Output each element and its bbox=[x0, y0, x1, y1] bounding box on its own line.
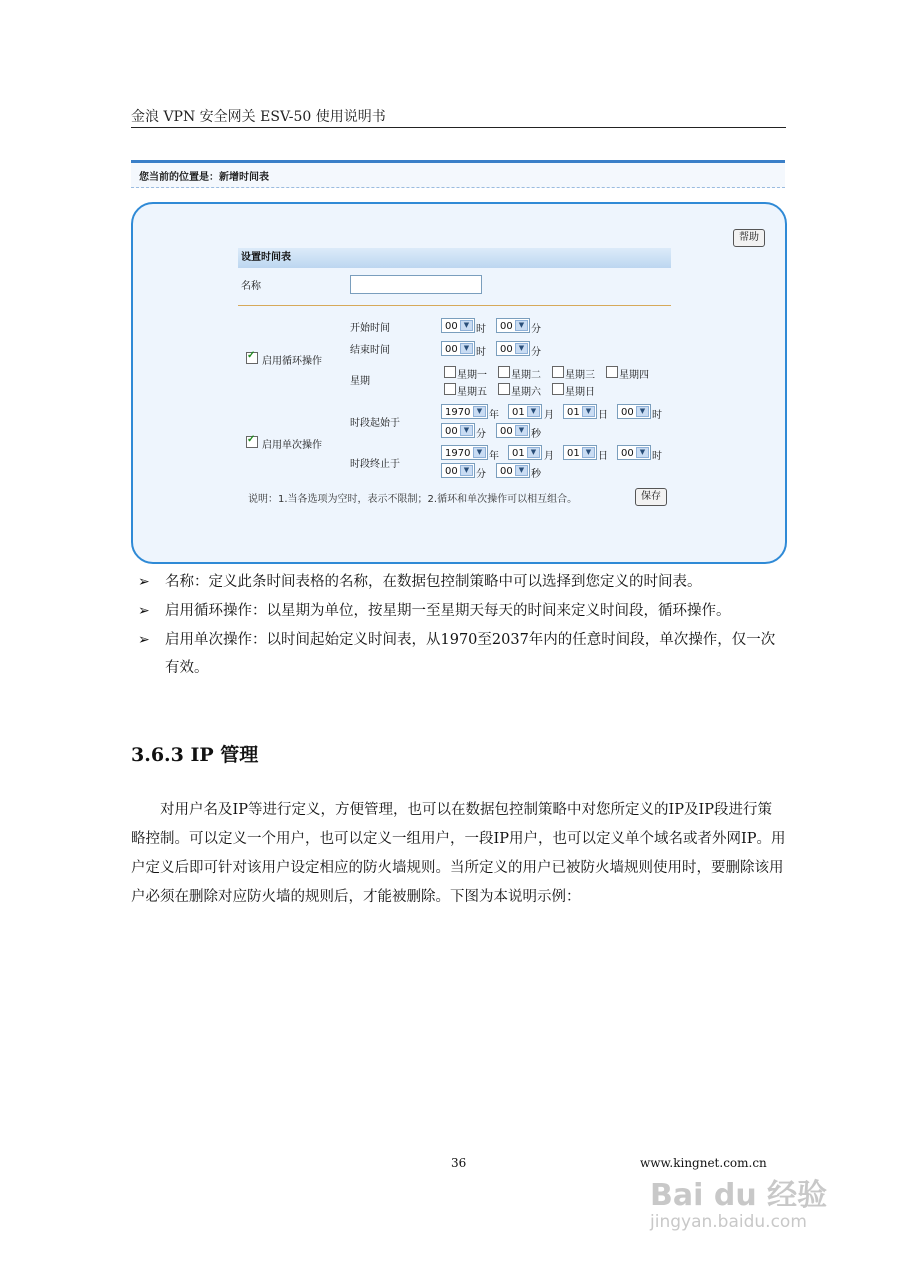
chevron-down-icon: ▼ bbox=[636, 447, 649, 458]
name-input[interactable] bbox=[350, 275, 482, 294]
weekday-label-wed: 星期三 bbox=[565, 370, 595, 381]
from-month-select[interactable]: 01 ▼ bbox=[508, 404, 542, 419]
to-day-select[interactable]: 01 ▼ bbox=[563, 445, 597, 460]
hour-unit: 时 bbox=[652, 410, 662, 421]
from-day-select[interactable]: 01 ▼ bbox=[563, 404, 597, 419]
bullet-text: 启用单次操作：以时间起始定义时间表，从1970至2037年内的任意时间段，单次操作，仅一次有效。 bbox=[165, 632, 776, 676]
month-unit: 月 bbox=[544, 410, 554, 421]
minute-unit: 分 bbox=[476, 469, 486, 480]
weekday-checkbox[interactable] bbox=[498, 366, 510, 378]
bullet-icon: ➢ bbox=[138, 574, 150, 590]
end-minute-select[interactable]: 00 ▼ bbox=[496, 341, 530, 356]
loop-checkbox[interactable] bbox=[246, 352, 258, 364]
second-unit: 秒 bbox=[531, 469, 541, 480]
weekday-label-fri: 星期五 bbox=[457, 387, 487, 398]
year-unit: 年 bbox=[489, 410, 499, 421]
chevron-down-icon: ▼ bbox=[582, 406, 595, 417]
watermark-url: jingyan.baidu.com bbox=[650, 1212, 807, 1232]
hour-unit: 时 bbox=[652, 451, 662, 462]
chevron-down-icon: ▼ bbox=[515, 320, 528, 331]
bullet-text: 启用循环操作：以星期为单位，按星期一至星期天每天的时间来定义时间段，循环操作。 bbox=[165, 603, 731, 619]
weekday-label: 星期 bbox=[350, 376, 370, 387]
hour-unit: 时 bbox=[476, 347, 486, 358]
day-unit: 日 bbox=[598, 410, 608, 421]
second-unit: 秒 bbox=[531, 429, 541, 440]
month-unit: 月 bbox=[544, 451, 554, 462]
once-checkbox[interactable] bbox=[246, 436, 258, 448]
chevron-down-icon: ▼ bbox=[460, 465, 473, 476]
to-hour-select[interactable]: 00 ▼ bbox=[617, 445, 651, 460]
section-paragraph: 对用户名及IP等进行定义，方便管理，也可以在数据包控制策略中对您所定义的IP及IP段进行策略控制。可以定义一个用户，也可以定义一组用户，一段IP用户，也可以定义单个域名或者外网IP。用户定义后即可针对该用户设定相应的防火墙规则。当所定义的用户已被防火墙规则使用时，要删除该用户必须在删除对应防火墙的规则后，才能被删除。下图为本说明示例： bbox=[131, 802, 786, 905]
bullet-icon: ➢ bbox=[138, 603, 150, 619]
location-bar bbox=[131, 160, 785, 188]
chevron-down-icon: ▼ bbox=[515, 343, 528, 354]
chevron-down-icon: ▼ bbox=[473, 447, 486, 458]
chevron-down-icon: ▼ bbox=[515, 465, 528, 476]
chevron-down-icon: ▼ bbox=[473, 406, 486, 417]
help-button[interactable]: 帮助 bbox=[733, 229, 765, 247]
weekday-label-tue: 星期二 bbox=[511, 370, 541, 381]
to-month-select[interactable]: 01 ▼ bbox=[508, 445, 542, 460]
to-minute-select[interactable]: 00 ▼ bbox=[441, 463, 475, 478]
bullet-text: 名称：定义此条时间表格的名称，在数据包控制策略中可以选择到您定义的时间表。 bbox=[165, 574, 702, 590]
end-hour-select[interactable]: 00 ▼ bbox=[441, 341, 475, 356]
weekday-label-sun: 星期日 bbox=[565, 387, 595, 398]
save-button[interactable]: 保存 bbox=[635, 488, 667, 506]
day-unit: 日 bbox=[598, 451, 608, 462]
start-hour-select[interactable]: 00 ▼ bbox=[441, 318, 475, 333]
to-label: 时段终止于 bbox=[350, 459, 400, 470]
chevron-down-icon: ▼ bbox=[460, 425, 473, 436]
location-text: 您当前的位置是：新增时间表 bbox=[139, 172, 269, 183]
section-heading: 3.6.3 IP 管理 bbox=[131, 744, 259, 766]
weekday-checkbox[interactable] bbox=[444, 366, 456, 378]
weekday-checkbox[interactable] bbox=[444, 383, 456, 395]
weekday-checkbox[interactable] bbox=[606, 366, 618, 378]
start-time-label: 开始时间 bbox=[350, 323, 390, 334]
bullet-icon: ➢ bbox=[138, 632, 150, 648]
document-header: 金浪 VPN 安全网关 ESV-50 使用说明书 bbox=[131, 109, 386, 125]
end-time-label: 结束时间 bbox=[350, 345, 390, 356]
watermark-brand: Bai du 经验 bbox=[650, 1178, 828, 1213]
minute-unit: 分 bbox=[531, 347, 541, 358]
minute-unit: 分 bbox=[531, 324, 541, 335]
hour-unit: 时 bbox=[476, 324, 486, 335]
to-second-select[interactable]: 00 ▼ bbox=[496, 463, 530, 478]
from-hour-select[interactable]: 00 ▼ bbox=[617, 404, 651, 419]
weekday-label-sat: 星期六 bbox=[511, 387, 541, 398]
chevron-down-icon: ▼ bbox=[582, 447, 595, 458]
chevron-down-icon: ▼ bbox=[527, 406, 540, 417]
page-number: 36 bbox=[451, 1156, 467, 1170]
from-second-select[interactable]: 00 ▼ bbox=[496, 423, 530, 438]
minute-unit: 分 bbox=[476, 429, 486, 440]
from-year-select[interactable]: 1970 ▼ bbox=[441, 404, 488, 419]
separator bbox=[238, 305, 671, 306]
to-year-select[interactable]: 1970 ▼ bbox=[441, 445, 488, 460]
section-title: 设置时间表 bbox=[238, 248, 671, 268]
loop-checkbox-label: 启用循环操作 bbox=[262, 356, 322, 367]
weekday-checkbox[interactable] bbox=[552, 366, 564, 378]
once-checkbox-label: 启用单次操作 bbox=[262, 440, 322, 451]
name-label: 名称 bbox=[241, 281, 261, 292]
from-label: 时段起始于 bbox=[350, 418, 400, 429]
weekday-checkbox[interactable] bbox=[552, 383, 564, 395]
chevron-down-icon: ▼ bbox=[460, 320, 473, 331]
header-rule bbox=[131, 127, 786, 128]
chevron-down-icon: ▼ bbox=[515, 425, 528, 436]
from-minute-select[interactable]: 00 ▼ bbox=[441, 423, 475, 438]
year-unit: 年 bbox=[489, 451, 499, 462]
weekday-label-mon: 星期一 bbox=[457, 370, 487, 381]
chevron-down-icon: ▼ bbox=[527, 447, 540, 458]
website-url: www.kingnet.com.cn bbox=[640, 1156, 767, 1170]
weekday-checkbox[interactable] bbox=[498, 383, 510, 395]
chevron-down-icon: ▼ bbox=[636, 406, 649, 417]
weekday-label-thu: 星期四 bbox=[619, 370, 649, 381]
chevron-down-icon: ▼ bbox=[460, 343, 473, 354]
start-minute-select[interactable]: 00 ▼ bbox=[496, 318, 530, 333]
note-text: 说明：1.当各选项为空时，表示不限制；2.循环和单次操作可以相互组合。 bbox=[248, 494, 578, 505]
